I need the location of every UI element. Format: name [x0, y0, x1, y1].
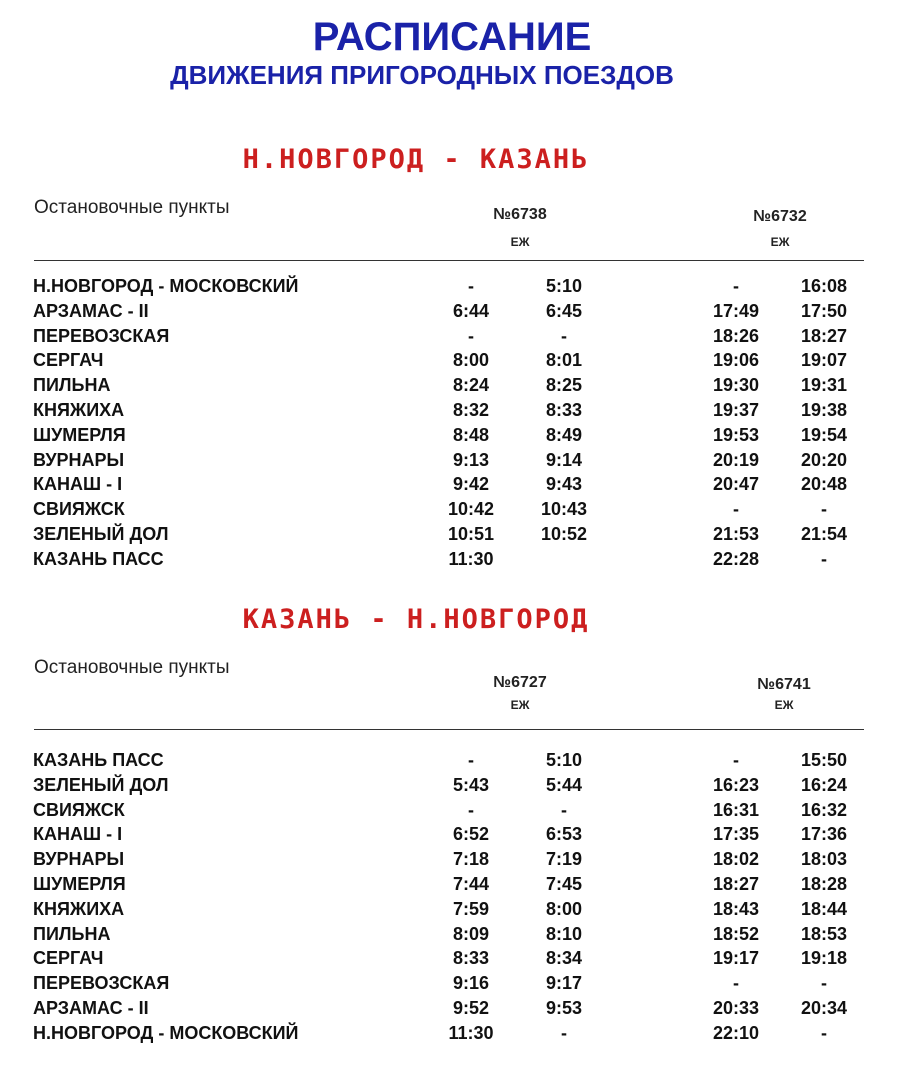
- train2-departure: 18:03: [800, 849, 848, 870]
- schedule-row: [0, 522, 904, 547]
- train2-arrival: 17:35: [712, 824, 760, 845]
- schedule-row: [0, 547, 904, 572]
- train2-departure: 18:53: [800, 923, 848, 944]
- train1-arrival: 8:24: [452, 375, 490, 396]
- train1-departure: 7:45: [545, 873, 583, 894]
- train2-departure: 17:50: [800, 300, 848, 321]
- train1-arrival: -: [468, 325, 474, 346]
- train2-arrival: 19:53: [712, 424, 760, 445]
- stop-name: СВИЯЖСК: [33, 499, 125, 520]
- train1-departure: 5:44: [545, 774, 583, 795]
- train2-arrival: 19:06: [712, 350, 760, 371]
- train1-departure: 8:10: [545, 923, 583, 944]
- train1-departure: 9:43: [545, 474, 583, 495]
- train1-departure: 8:25: [545, 375, 583, 396]
- train2-departure: 20:20: [800, 449, 848, 470]
- train2-arrival: -: [733, 750, 739, 770]
- stop-name: ПИЛЬНА: [33, 923, 111, 944]
- train-frequency-header: ЕЖ: [774, 698, 794, 712]
- page-subtitle: ДВИЖЕНИЯ ПРИГОРОДНЫХ ПОЕЗДОВ: [170, 60, 674, 90]
- train1-arrival: 9:52: [452, 997, 490, 1018]
- train2-arrival: 18:52: [712, 923, 760, 944]
- train1-arrival: -: [468, 799, 474, 820]
- train2-departure: 18:28: [800, 873, 848, 894]
- stop-name: КАЗАНЬ ПАСС: [33, 548, 164, 569]
- train1-arrival: 7:44: [452, 873, 490, 894]
- train-number-header: №6732: [753, 208, 807, 225]
- schedule-row: [0, 299, 904, 324]
- stop-name: КАЗАНЬ ПАСС: [33, 750, 164, 770]
- stop-name: ПЕРЕВОЗСКАЯ: [33, 973, 170, 994]
- schedule-row: [0, 822, 904, 847]
- schedule-row: [0, 773, 904, 798]
- train1-arrival: 8:09: [452, 923, 490, 944]
- stop-name: АРЗАМАС - II: [33, 997, 149, 1018]
- schedule-row: [0, 847, 904, 872]
- train2-departure: 16:32: [800, 799, 848, 820]
- schedule-row: [0, 373, 904, 398]
- train1-arrival: 9:16: [452, 973, 490, 994]
- train2-departure: 19:18: [800, 948, 848, 969]
- train-number-header: №6738: [493, 206, 547, 223]
- schedule-row: [0, 748, 904, 773]
- train1-departure: 8:00: [545, 898, 583, 919]
- train2-arrival: -: [733, 973, 739, 994]
- stop-name: КНЯЖИХА: [33, 898, 125, 919]
- train2-departure: 15:50: [800, 750, 848, 770]
- train1-departure: 9:14: [545, 449, 583, 470]
- schedule-row: [0, 448, 904, 473]
- train2-arrival: 20:47: [712, 474, 760, 495]
- schedule-rows: [0, 274, 904, 572]
- train1-arrival: 8:48: [452, 424, 490, 445]
- train1-arrival: 11:30: [448, 1022, 494, 1043]
- train2-arrival: 19:17: [712, 948, 760, 969]
- train2-arrival: -: [733, 276, 739, 296]
- page-title: РАСПИСАНИЕ: [312, 15, 592, 59]
- train1-arrival: 9:42: [452, 474, 490, 495]
- train2-arrival: -: [733, 499, 739, 520]
- train1-departure: 10:52: [540, 523, 588, 544]
- train2-arrival: 16:23: [712, 774, 760, 795]
- stop-name: КАНАШ - I: [33, 474, 123, 495]
- train2-departure: -: [821, 973, 827, 994]
- train2-departure: 16:08: [800, 276, 848, 296]
- train2-arrival: 22:10: [712, 1022, 760, 1043]
- train2-departure: 20:34: [800, 997, 848, 1018]
- schedule-row: [0, 922, 904, 947]
- train1-arrival: 8:32: [452, 399, 490, 420]
- schedule-row: [0, 897, 904, 922]
- train2-departure: -: [821, 1022, 827, 1043]
- train2-departure: 17:36: [800, 824, 848, 845]
- train1-departure: 8:34: [545, 948, 583, 969]
- train1-departure: -: [561, 325, 567, 346]
- train-frequency-header: ЕЖ: [510, 235, 530, 249]
- train1-arrival: 7:18: [452, 849, 490, 870]
- header-divider: [34, 260, 864, 261]
- train1-arrival: 11:30: [448, 548, 494, 569]
- train2-departure: 19:54: [800, 424, 848, 445]
- train1-departure: 6:45: [545, 300, 583, 321]
- train1-departure: 8:01: [545, 350, 583, 371]
- schedule-section-kazan-nn: [0, 602, 904, 1062]
- schedule-row: [0, 324, 904, 349]
- schedule-row: [0, 971, 904, 996]
- stop-name: СЕРГАЧ: [33, 350, 104, 371]
- stop-name: ВУРНАРЫ: [33, 849, 125, 870]
- train-number-header: №6727: [493, 674, 547, 691]
- schedule-rows: [0, 748, 904, 1046]
- train2-arrival: 22:28: [712, 548, 760, 569]
- train2-arrival: 17:49: [712, 300, 760, 321]
- train2-departure: 18:27: [800, 325, 848, 346]
- train-number-header: №6741: [757, 676, 811, 693]
- schedule-row: [0, 472, 904, 497]
- train-frequency-header: ЕЖ: [510, 698, 530, 712]
- train2-arrival: 18:26: [712, 325, 760, 346]
- train1-arrival: -: [468, 276, 474, 296]
- train1-departure: 5:10: [545, 750, 583, 770]
- train2-departure: 21:54: [800, 523, 848, 544]
- train2-departure: -: [821, 548, 827, 569]
- train1-arrival: 9:13: [452, 449, 490, 470]
- train1-arrival: 6:52: [452, 824, 490, 845]
- train1-departure: 5:10: [545, 276, 583, 296]
- stop-name: КНЯЖИХА: [33, 399, 125, 420]
- train1-arrival: -: [468, 750, 474, 770]
- schedule-row: [0, 497, 904, 522]
- stops-column-header: Остановочные пункты: [34, 197, 230, 218]
- train2-departure: 20:48: [800, 474, 848, 495]
- train1-departure: -: [561, 1022, 567, 1043]
- stop-name: СЕРГАЧ: [33, 948, 104, 969]
- schedule-row: [0, 872, 904, 897]
- stop-name: АРЗАМАС - II: [33, 300, 149, 321]
- train2-departure: -: [821, 499, 827, 520]
- train1-departure: 8:33: [545, 399, 583, 420]
- schedule-row: [0, 348, 904, 373]
- train2-departure: 19:07: [800, 350, 848, 371]
- train1-departure: -: [561, 799, 567, 820]
- train1-departure: 9:17: [545, 973, 583, 994]
- train2-departure: 19:31: [800, 375, 848, 396]
- train2-arrival: 16:31: [712, 799, 760, 820]
- stop-name: КАНАШ - I: [33, 824, 123, 845]
- train1-departure: 8:49: [545, 424, 583, 445]
- stop-name: Н.НОВГОРОД - МОСКОВСКИЙ: [33, 276, 299, 296]
- stops-column-header: Остановочные пункты: [34, 657, 230, 678]
- train2-arrival: 18:43: [712, 898, 760, 919]
- schedule-row: [0, 1021, 904, 1046]
- train1-arrival: 8:00: [452, 350, 490, 371]
- train1-arrival: 5:43: [452, 774, 490, 795]
- train2-arrival: 18:02: [712, 849, 760, 870]
- schedule-row: [0, 398, 904, 423]
- schedule-row: [0, 274, 904, 299]
- stop-name: ЗЕЛЕНЫЙ ДОЛ: [33, 523, 169, 544]
- stop-name: ПЕРЕВОЗСКАЯ: [33, 325, 170, 346]
- header-divider: [34, 729, 864, 730]
- schedule-row: [0, 423, 904, 448]
- train2-arrival: 19:37: [712, 399, 760, 420]
- train2-arrival: 20:19: [712, 449, 760, 470]
- schedule-row: [0, 996, 904, 1021]
- schedule-row: [0, 798, 904, 823]
- train2-arrival: 21:53: [712, 523, 760, 544]
- schedule-row: [0, 946, 904, 971]
- stop-name: Н.НОВГОРОД - МОСКОВСКИЙ: [33, 1022, 299, 1043]
- train1-arrival: 6:44: [452, 300, 490, 321]
- train1-arrival: 8:33: [452, 948, 490, 969]
- train1-arrival: 10:51: [447, 523, 495, 544]
- train2-arrival: 20:33: [712, 997, 760, 1018]
- train1-arrival: 10:42: [447, 499, 495, 520]
- route-title: Н.НОВГОРОД - КАЗАНЬ: [242, 144, 590, 175]
- train1-departure: 7:19: [545, 849, 583, 870]
- stop-name: ШУМЕРЛЯ: [33, 424, 126, 445]
- train2-arrival: 19:30: [712, 375, 760, 396]
- train2-arrival: 18:27: [712, 873, 760, 894]
- train2-departure: 18:44: [800, 898, 848, 919]
- stop-name: ШУМЕРЛЯ: [33, 873, 126, 894]
- train2-departure: 19:38: [800, 399, 848, 420]
- train1-departure: 6:53: [545, 824, 583, 845]
- stop-name: ПИЛЬНА: [33, 375, 111, 396]
- schedule-section-nn-kazan: [0, 142, 904, 602]
- train1-arrival: 7:59: [452, 898, 490, 919]
- route-title: КАЗАНЬ - Н.НОВГОРОД: [242, 604, 590, 635]
- stop-name: СВИЯЖСК: [33, 799, 125, 820]
- train1-departure: 9:53: [545, 997, 583, 1018]
- train2-departure: 16:24: [800, 774, 848, 795]
- train-frequency-header: ЕЖ: [770, 235, 790, 249]
- stop-name: ЗЕЛЕНЫЙ ДОЛ: [33, 774, 169, 795]
- train1-departure: 10:43: [540, 499, 588, 520]
- stop-name: ВУРНАРЫ: [33, 449, 125, 470]
